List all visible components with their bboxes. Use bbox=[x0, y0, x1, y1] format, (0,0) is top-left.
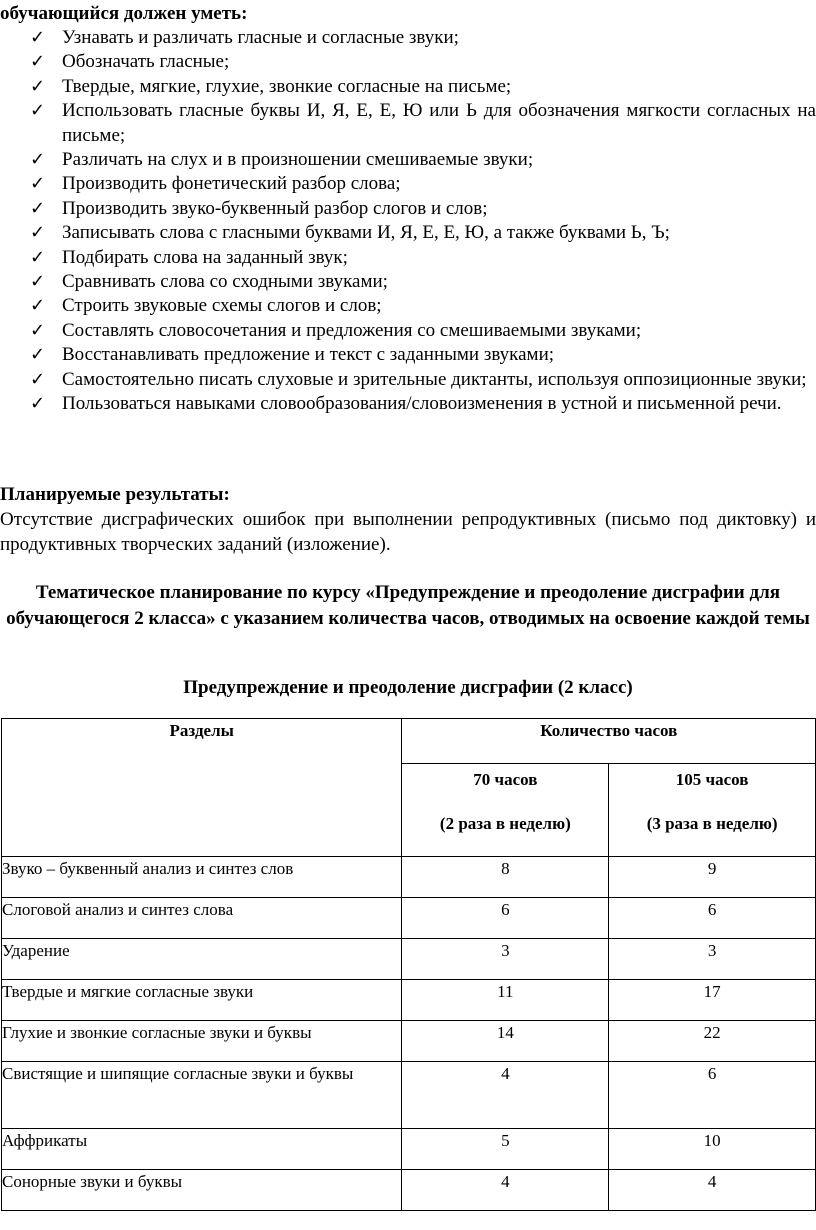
hours-70-cell: 14 bbox=[402, 1021, 609, 1062]
section-cell: Слоговой анализ и синтез слова bbox=[2, 898, 402, 939]
checkmark-icon: ✓ bbox=[30, 271, 46, 293]
hours-105-cell: 10 bbox=[609, 1129, 816, 1170]
section-cell: Ударение bbox=[2, 939, 402, 980]
section-cell: Глухие и звонкие согласные звуки и буквы bbox=[2, 1021, 402, 1062]
hours-70-cell: 6 bbox=[402, 898, 609, 939]
section-cell: Звуко – буквенный анализ и синтез слов bbox=[2, 857, 402, 898]
skill-text: Производить фонетический разбор слова; bbox=[62, 173, 401, 195]
list-item bbox=[0, 50, 816, 74]
skill-text: Составлять словосочетания и предложения со смешиваемыми звуками; bbox=[62, 319, 642, 341]
hours-70-frequency: (2 раза в неделю) bbox=[439, 814, 571, 833]
list-item bbox=[0, 221, 816, 245]
table-row bbox=[2, 898, 816, 939]
table-row bbox=[2, 1062, 816, 1129]
list-item bbox=[0, 343, 816, 367]
table-row bbox=[2, 1170, 816, 1211]
list-item bbox=[0, 246, 816, 270]
hours-70-cell: 4 bbox=[402, 1170, 609, 1211]
hours-105-cell: 6 bbox=[609, 898, 816, 939]
results-text: Отсутствие дисграфических ошибок при выполнении репродуктивных (письмо под диктовку) и продуктивных творческих заданий (изложение). bbox=[0, 509, 816, 555]
list-item bbox=[0, 294, 816, 318]
list-item bbox=[0, 26, 816, 50]
list-item bbox=[0, 172, 816, 196]
skill-text: Восстанавливать предложение и текст с заданными звуками; bbox=[62, 344, 555, 366]
skill-text: Твердые, мягкие, глухие, звонкие согласные на письме; bbox=[62, 75, 512, 97]
hours-105-cell: 4 bbox=[609, 1170, 816, 1211]
list-item bbox=[0, 148, 816, 172]
checkmark-icon: ✓ bbox=[30, 75, 46, 97]
skill-text: Обозначать гласные; bbox=[62, 51, 230, 73]
hours-70-cell: 8 bbox=[402, 857, 609, 898]
skill-text: Подбирать слова на заданный звук; bbox=[62, 246, 348, 268]
checkmark-icon: ✓ bbox=[30, 173, 46, 195]
results-title: Планируемые результаты: bbox=[0, 484, 230, 505]
table-row bbox=[2, 939, 816, 980]
hours-70-cell: 5 bbox=[402, 1129, 609, 1170]
checkmark-icon: ✓ bbox=[30, 319, 46, 341]
hours-105-frequency: (3 раза в неделю) bbox=[646, 814, 778, 833]
section-cell: Твердые и мягкие согласные звуки bbox=[2, 980, 402, 1021]
table-row bbox=[2, 1129, 816, 1170]
skill-text: Строить звуковые схемы слогов и слов; bbox=[62, 295, 382, 317]
skill-text: Сравнивать слова со сходными звуками; bbox=[62, 271, 388, 293]
skill-text: Записывать слова с гласными буквами И, Я, Е, Е, Ю, а также буквами Ь, Ъ; bbox=[62, 222, 670, 244]
table-title: Предупреждение и преодоление дисграфии (2 класс) bbox=[183, 677, 633, 698]
checkmark-icon: ✓ bbox=[30, 100, 46, 122]
table-row bbox=[2, 857, 816, 898]
checkmark-icon: ✓ bbox=[30, 27, 46, 48]
section-cell: Сонорные звуки и буквы bbox=[2, 1170, 402, 1211]
hours-105-cell: 22 bbox=[609, 1021, 816, 1062]
skills-heading: обучающийся должен уметь: bbox=[0, 3, 248, 24]
checkmark-icon: ✓ bbox=[30, 222, 46, 244]
sections-column-header: Разделы bbox=[2, 719, 402, 857]
hours-70-label: 70 часов bbox=[473, 770, 538, 789]
hours-105-cell: 3 bbox=[609, 939, 816, 980]
skill-text: Самостоятельно писать слуховые и зрительные диктанты, используя оппозиционные звуки; bbox=[62, 368, 807, 390]
list-item bbox=[0, 75, 816, 99]
list-item bbox=[0, 392, 816, 416]
hours-70-cell: 4 bbox=[402, 1062, 609, 1129]
hours-105-cell: 9 bbox=[609, 857, 816, 898]
hours-105-cell: 17 bbox=[609, 980, 816, 1021]
hours-table bbox=[1, 718, 816, 1211]
checkmark-icon: ✓ bbox=[30, 295, 46, 317]
table-row bbox=[2, 1021, 816, 1062]
list-item bbox=[0, 270, 816, 294]
skill-text: Использовать гласные буквы И, Я, Е, Е, Ю или Ь для обозначения мягкости согласных на письме; bbox=[62, 100, 816, 146]
skill-text: Производить звуко-буквенный разбор слогов и слов; bbox=[62, 197, 488, 219]
list-item bbox=[0, 99, 816, 148]
list-item bbox=[0, 319, 816, 343]
hours-105-cell: 6 bbox=[609, 1062, 816, 1129]
hours-column-header: Количество часов bbox=[402, 719, 816, 764]
hours-70-cell: 3 bbox=[402, 939, 609, 980]
skill-text: Различать на слух и в произношении смешиваемые звуки; bbox=[62, 149, 534, 171]
checkmark-icon: ✓ bbox=[30, 197, 46, 219]
checkmark-icon: ✓ bbox=[30, 246, 46, 268]
hours-105-header bbox=[609, 764, 816, 857]
hours-70-cell: 11 bbox=[402, 980, 609, 1021]
skill-text: Узнавать и различать гласные и согласные звуки; bbox=[62, 27, 459, 48]
checkmark-icon: ✓ bbox=[30, 149, 46, 171]
table-header-row bbox=[2, 719, 816, 764]
skills-list bbox=[0, 26, 816, 417]
checkmark-icon: ✓ bbox=[30, 393, 46, 415]
section-cell: Аффрикаты bbox=[2, 1129, 402, 1170]
hours-105-label: 105 часов bbox=[675, 770, 749, 789]
checkmark-icon: ✓ bbox=[30, 51, 46, 73]
section-cell: Свистящие и шипящие согласные звуки и буквы bbox=[2, 1062, 402, 1129]
list-item bbox=[0, 197, 816, 221]
table-row bbox=[2, 980, 816, 1021]
hours-70-header bbox=[402, 764, 609, 857]
checkmark-icon: ✓ bbox=[30, 344, 46, 366]
plan-title: Тематическое планирование по курсу «Предупреждение и преодоление дисграфии для обучающегося 2 класса» с указанием количества часов, отводимых на освоение каждой темы bbox=[6, 582, 810, 629]
skill-text: Пользоваться навыками словообразования/словоизменения в устной и письменной речи. bbox=[62, 393, 782, 415]
list-item bbox=[0, 368, 816, 392]
checkmark-icon: ✓ bbox=[30, 368, 46, 390]
